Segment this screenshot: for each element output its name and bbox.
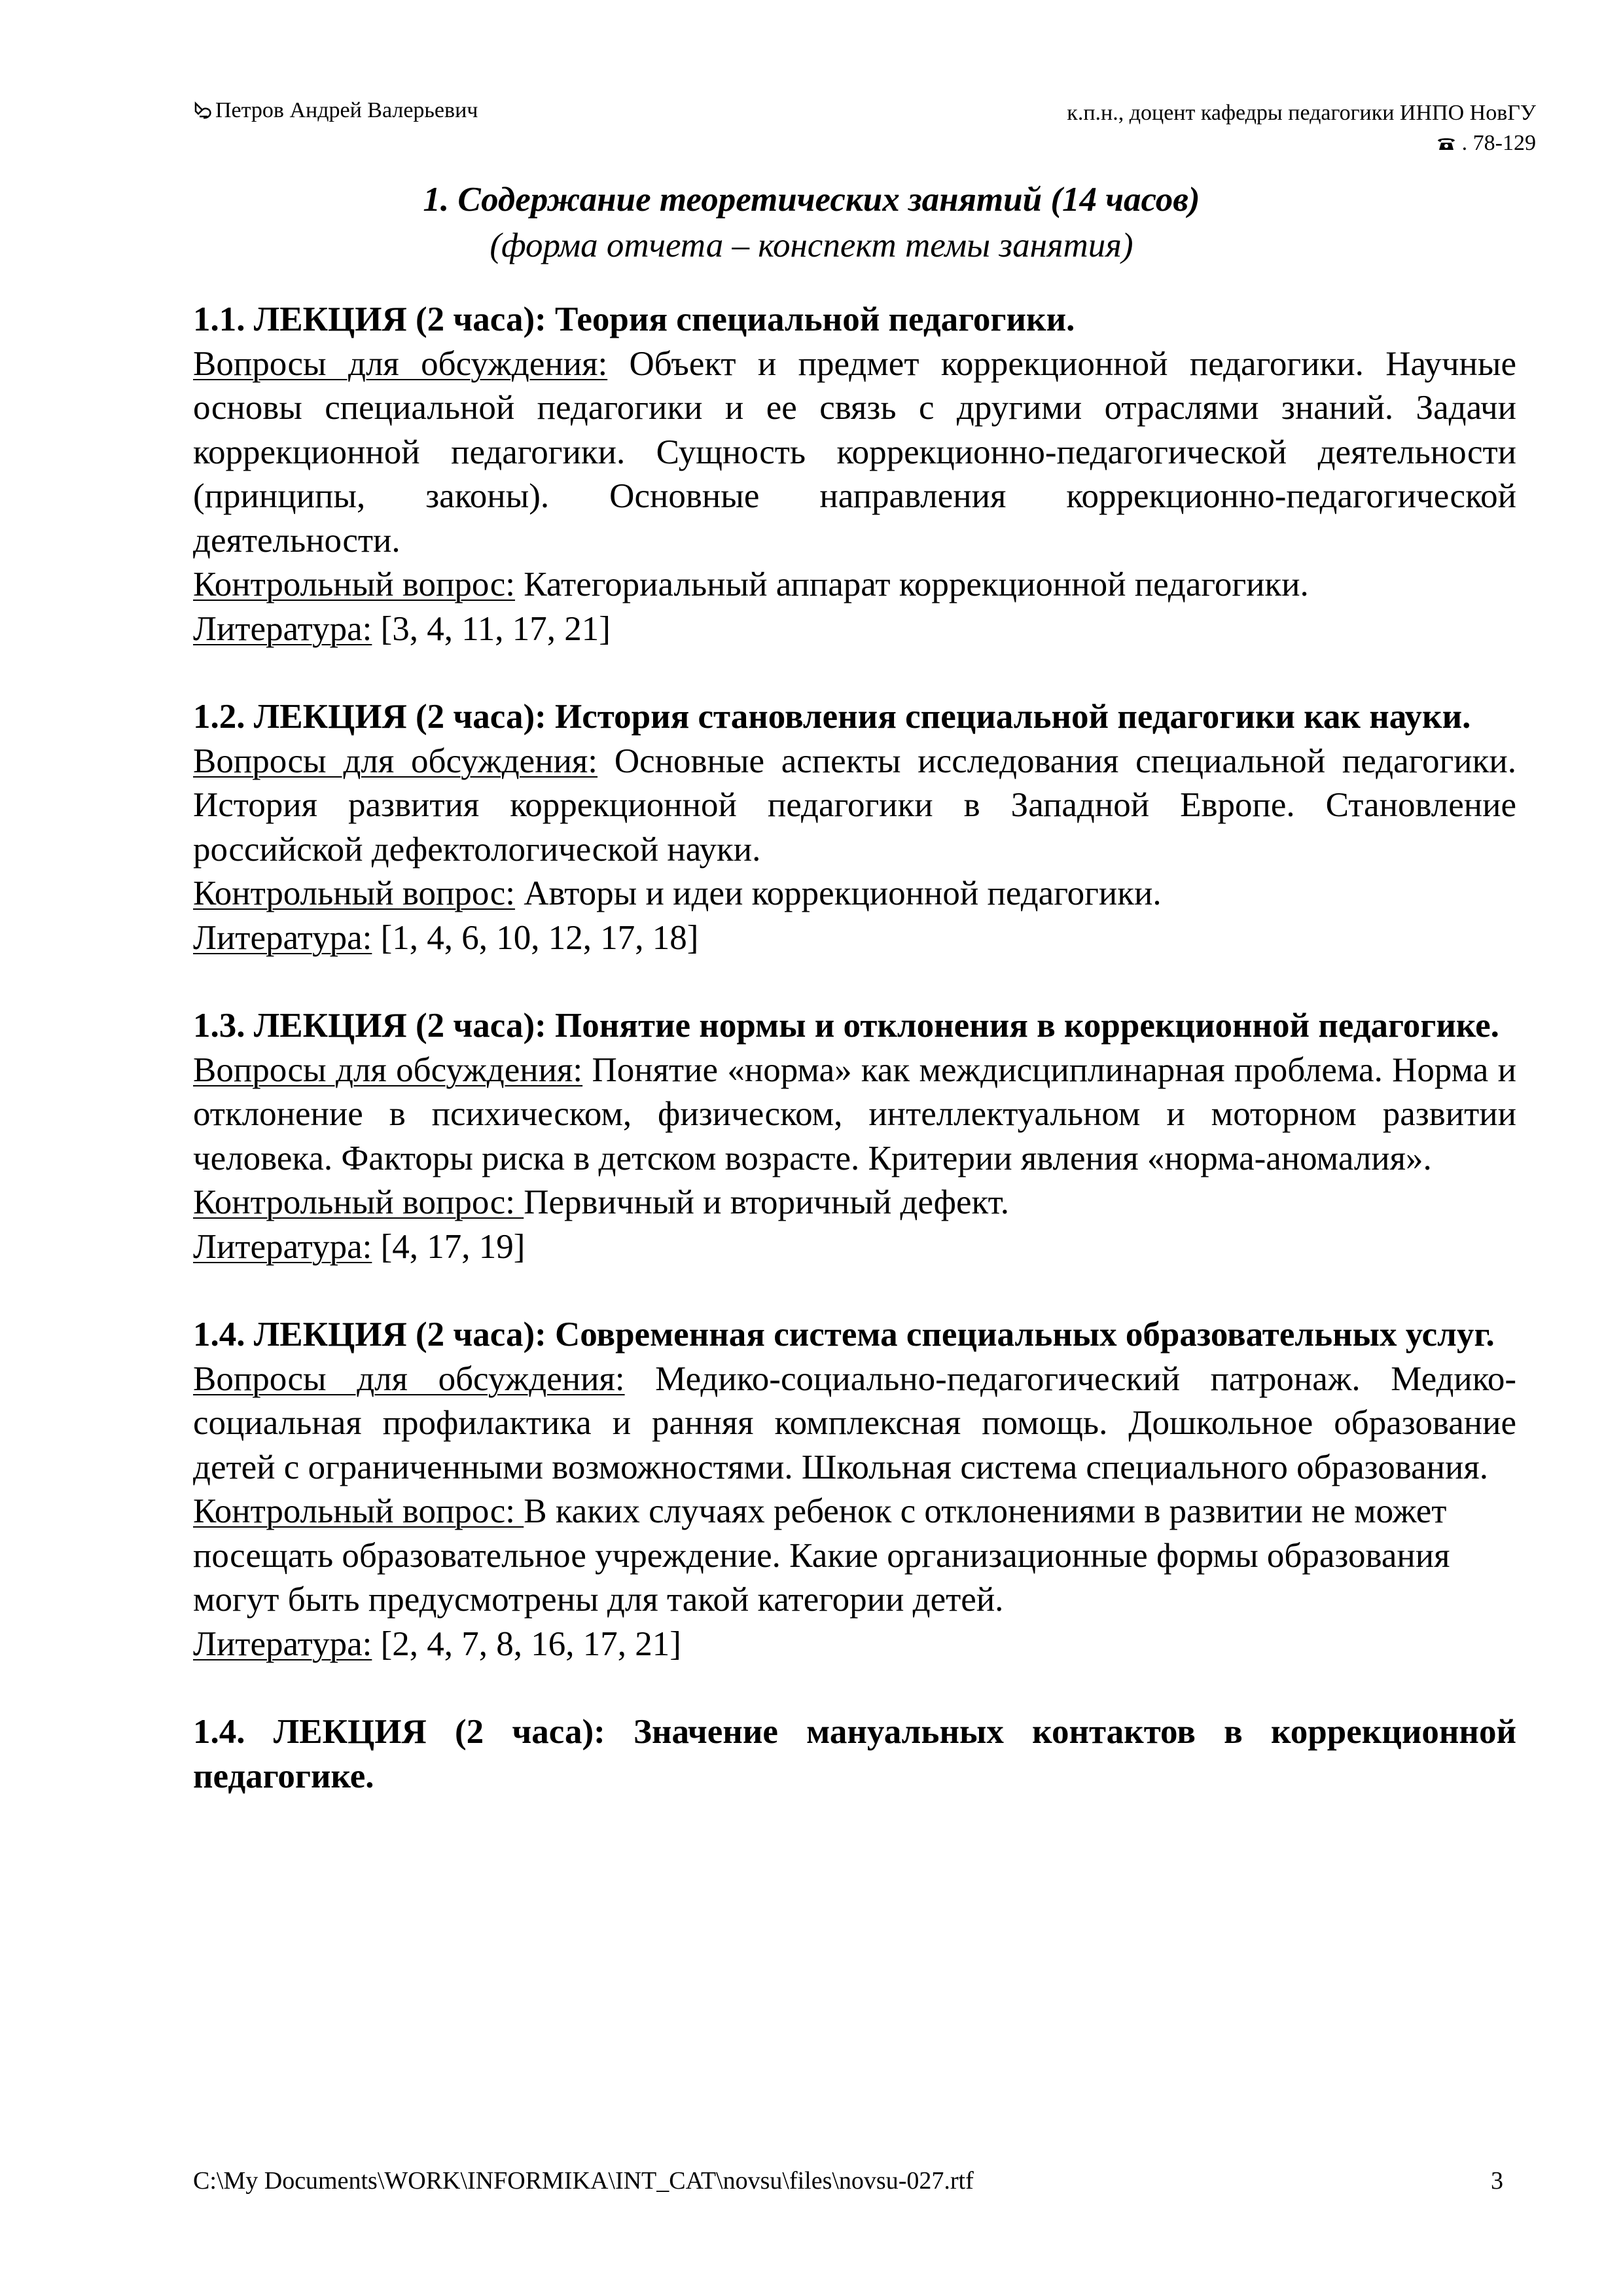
questions-label: Вопросы для обсуждения: xyxy=(193,1359,625,1398)
literature-label: Литература: xyxy=(193,1624,372,1663)
lecture-block xyxy=(193,1313,1516,1666)
lecture-title: 1.3. ЛЕКЦИЯ (2 часа): Понятие нормы и отклонения в коррекционной педагогике. xyxy=(193,1007,1499,1045)
literature-text: [1, 4, 6, 10, 12, 17, 18] xyxy=(372,918,699,957)
literature-label: Литература: xyxy=(193,918,372,957)
phone-number: . 78-129 xyxy=(1461,131,1536,155)
questions-label: Вопросы для обсуждения: xyxy=(193,344,608,383)
lecture-literature xyxy=(193,1623,1516,1667)
literature-label: Литература: xyxy=(193,1227,372,1266)
lecture-block xyxy=(193,298,1516,651)
header-affiliation xyxy=(1067,98,1536,158)
literature-label: Литература: xyxy=(193,609,372,648)
lecture-control xyxy=(193,872,1516,916)
lecture-title: 1.2. ЛЕКЦИЯ (2 часа): История становления специальной педагогики как науки. xyxy=(193,698,1471,736)
control-text: Авторы и идеи коррекционной педагогики. xyxy=(514,874,1162,912)
control-text: Первичный и вторичный дефект. xyxy=(524,1183,1010,1221)
lecture-questions xyxy=(193,740,1516,872)
author-name: Петров Андрей Валерьевич xyxy=(215,98,478,122)
footer-file-path: C:\My Documents\WORK\INFORMIKA\INT_CAT\novsu\files\novsu-027.rtf xyxy=(193,2167,974,2195)
literature-text: [2, 4, 7, 8, 16, 17, 21] xyxy=(372,1624,681,1663)
questions-text: Основные аспекты исследования специальной педагогики. История развития коррекционной педагогики в Западной Европе. Становление российской дефектологической науки. xyxy=(193,742,1516,869)
lecture-title: 1.1. ЛЕКЦИЯ (2 часа): Теория специальной педагогики. xyxy=(193,300,1075,338)
lecture-block xyxy=(193,695,1516,960)
contact-icon xyxy=(193,101,213,120)
phone-icon xyxy=(1436,131,1462,155)
section-title-subtitle: (форма отчета – конспект темы занятия) xyxy=(490,226,1133,264)
control-label: Контрольный вопрос: xyxy=(193,1492,524,1530)
questions-text: Медико-социально-педагогический патронаж. Медико-социальная профилактика и ранняя комплексная помощь. Дошкольное образование детей с ограниченными возможностями. Школьная система специального образования. xyxy=(193,1359,1516,1486)
control-label: Контрольный вопрос: xyxy=(193,565,515,603)
lecture-questions xyxy=(193,1049,1516,1181)
author-position: к.п.н., доцент кафедры педагогики ИНПО НовГУ xyxy=(1067,101,1536,125)
lecture-literature xyxy=(193,1225,1516,1270)
questions-label: Вопросы для обсуждения: xyxy=(193,742,598,780)
control-label: Контрольный вопрос: xyxy=(193,874,515,912)
section-title xyxy=(0,177,1623,268)
questions-label: Вопросы для обсуждения: xyxy=(193,1050,583,1089)
lecture-literature xyxy=(193,607,1516,652)
lecture-block xyxy=(193,1710,1516,1799)
literature-text: [3, 4, 11, 17, 21] xyxy=(372,609,611,648)
questions-text: Объект и предмет коррекционной педагогики. Научные основы специальной педагогики и ее связь с другими отраслями знаний. Задачи коррекционной педагогики. Сущность коррекционно-педагогической деятельности (принципы, законы). Основные направления коррекционно-педагогической деятельности. xyxy=(193,344,1516,560)
lectures-list xyxy=(193,298,1516,1842)
lecture-title: 1.4. ЛЕКЦИЯ (2 часа): Современная система специальных образовательных услуг. xyxy=(193,1316,1495,1354)
lecture-literature xyxy=(193,916,1516,961)
literature-text: [4, 17, 19] xyxy=(372,1227,526,1266)
section-title-main: 1. Содержание теоретических занятий (14 часов) xyxy=(423,181,1200,219)
lecture-questions xyxy=(193,342,1516,564)
lecture-control xyxy=(193,1181,1516,1225)
phone-line xyxy=(1067,128,1536,158)
questions-text: Понятие «норма» как междисциплинарная проблема. Норма и отклонение в психическом, физическом, интеллектуальном и моторном развитии человека. Факторы риска в детском возрасте. Критерии явления «норма-аномалия». xyxy=(193,1050,1516,1177)
lecture-control xyxy=(193,563,1516,607)
header-author xyxy=(193,98,478,123)
lecture-questions xyxy=(193,1357,1516,1490)
control-label: Контрольный вопрос: xyxy=(193,1183,524,1221)
lecture-block xyxy=(193,1004,1516,1269)
control-text: В каких случаях ребенок с отклонениями в развитии не может посещать образовательное учреждение. Какие организационные формы образования могут быть предусмотрены для такой категории детей. xyxy=(193,1492,1450,1619)
lecture-title: 1.4. ЛЕКЦИЯ (2 часа): Значение мануальных контактов в коррекционной педагогике. xyxy=(193,1713,1516,1795)
control-text: Категориальный аппарат коррекционной педагогики. xyxy=(514,565,1309,603)
lecture-control xyxy=(193,1490,1516,1623)
page-number: 3 xyxy=(1491,2167,1503,2195)
